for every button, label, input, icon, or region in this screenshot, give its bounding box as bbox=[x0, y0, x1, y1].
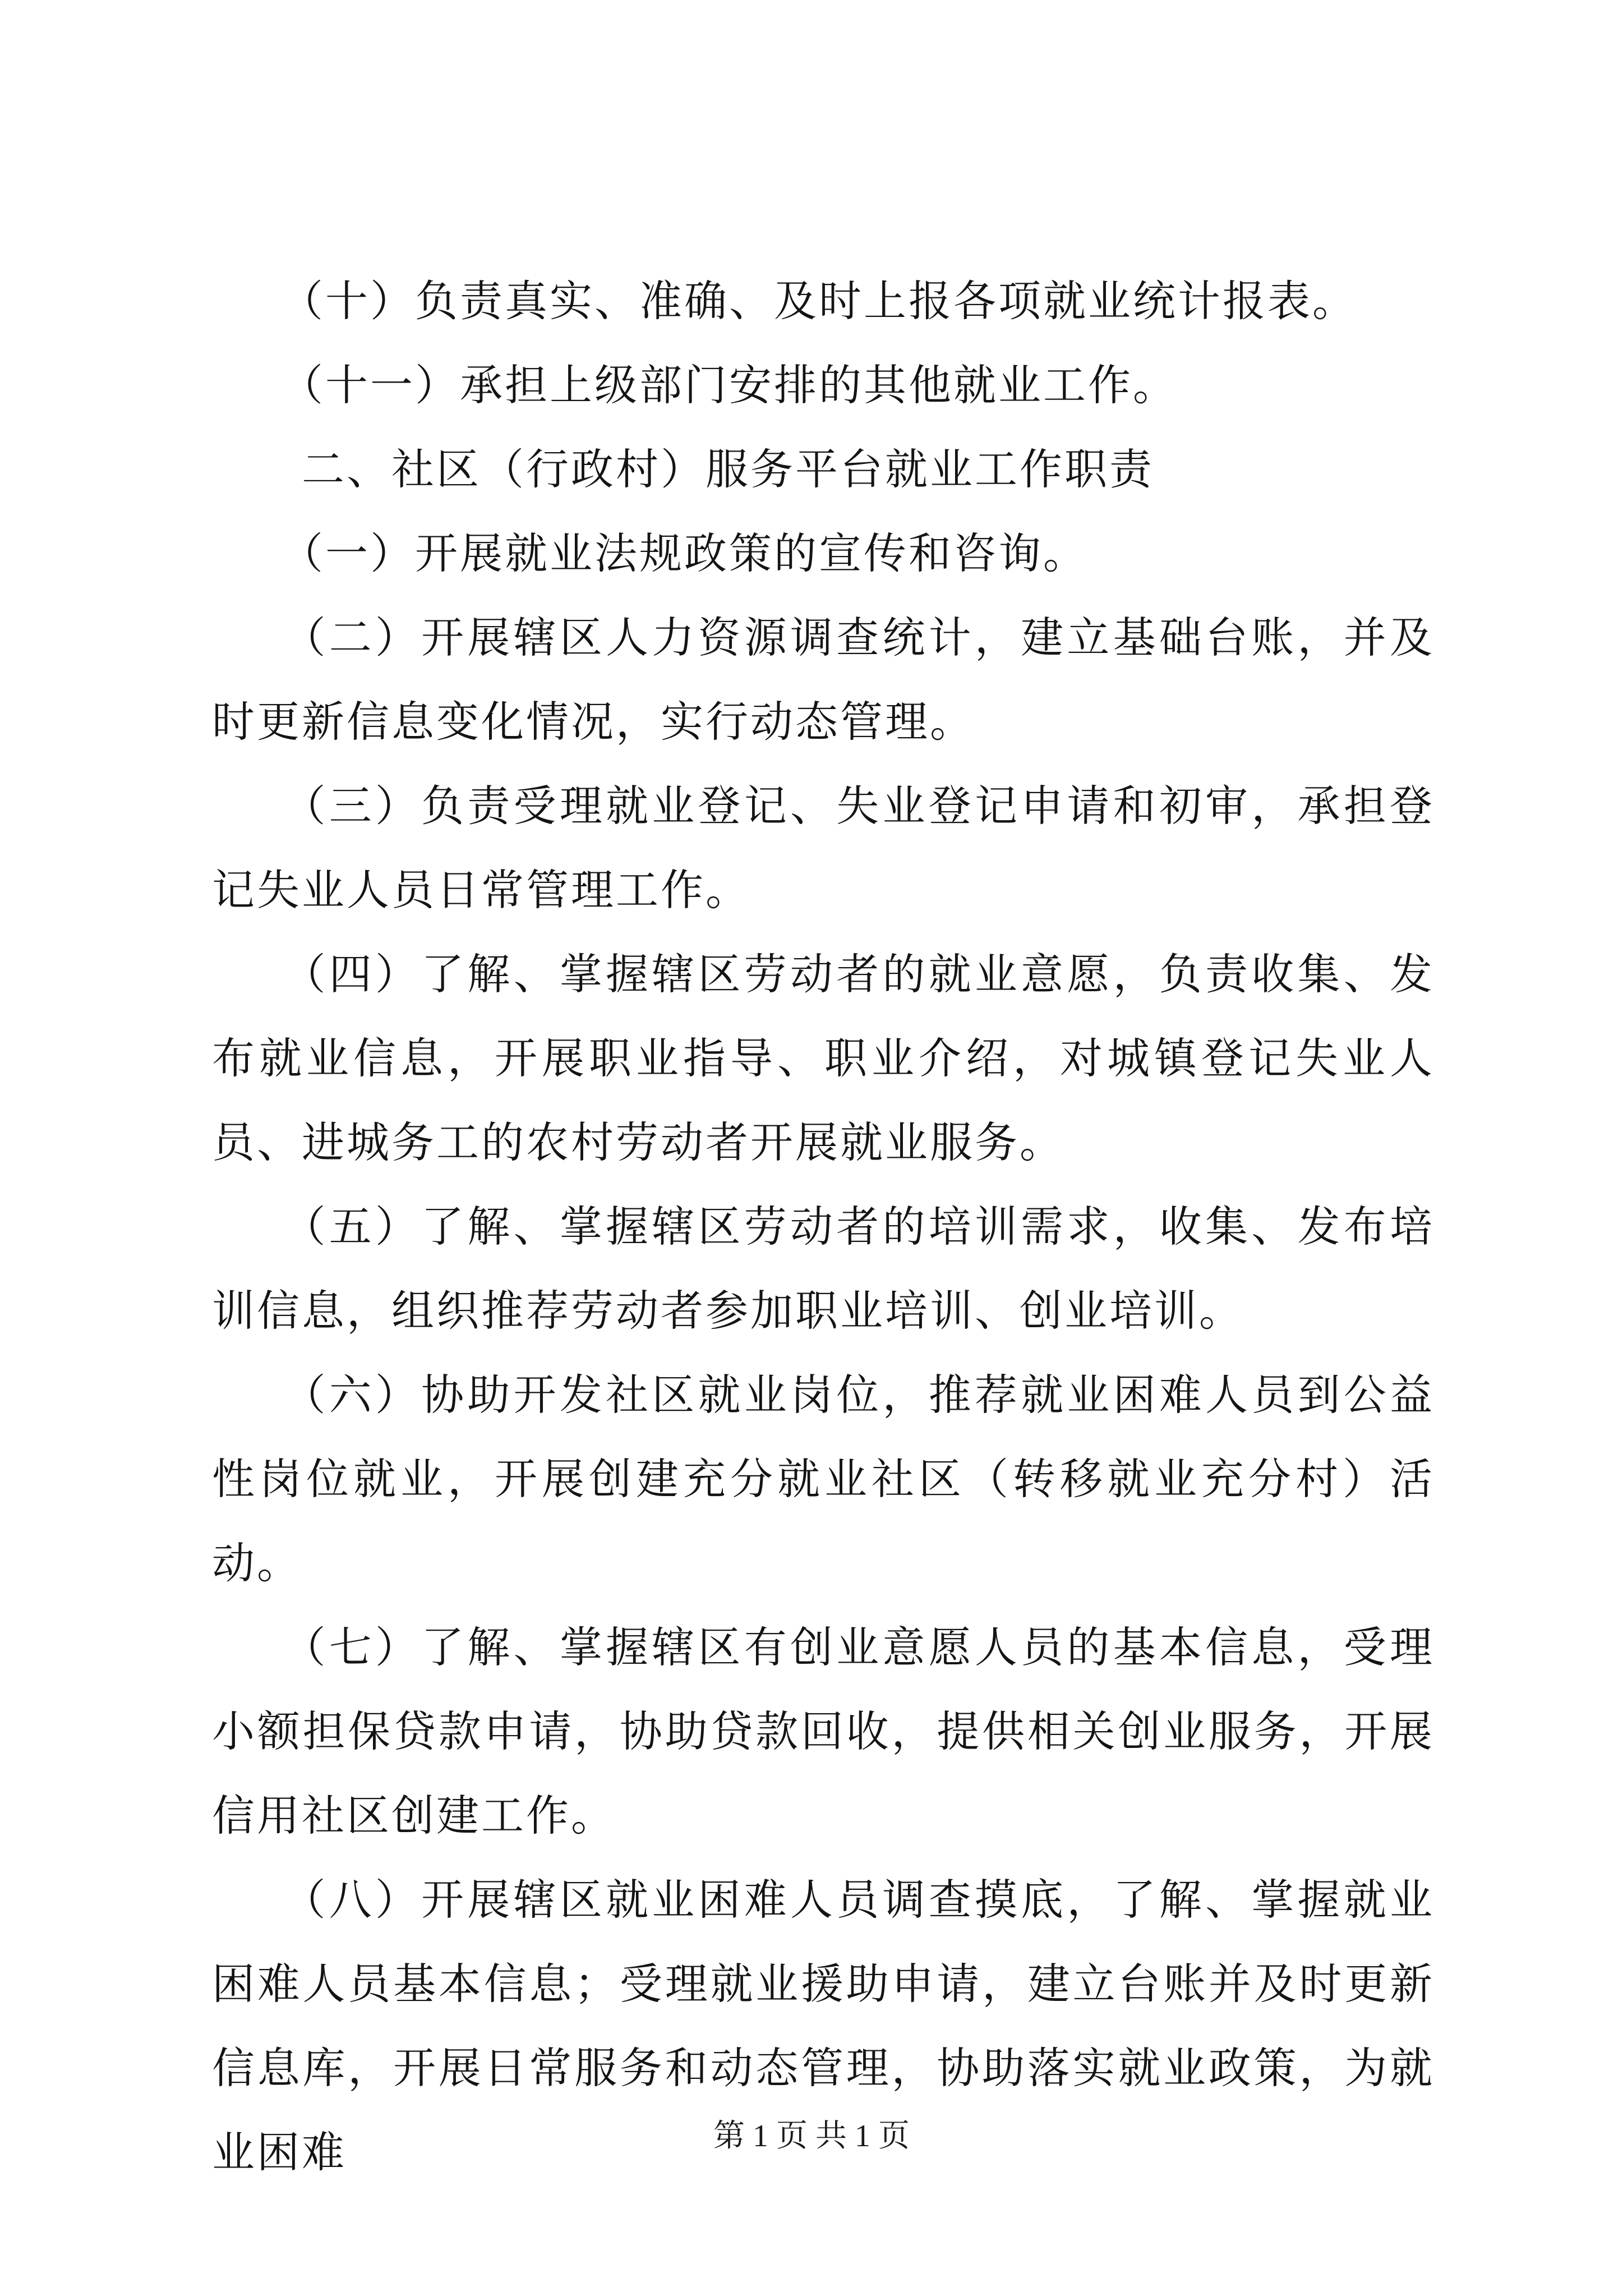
paragraph-duty-1: （一）开展就业法规政策的宣传和咨询。 bbox=[212, 528, 1088, 578]
paragraph-duty-6: （六）协助开发社区就业岗位，推荐就业困难人员到公益性岗位就业，开展创建充分就业社区（转移就业充分村）活动。 bbox=[212, 1370, 1435, 1588]
paragraph-duty-5: （五）了解、掌握辖区劳动者的培训需求，收集、发布培训信息，组织推荐劳动者参加职业培训、创业培训。 bbox=[212, 1202, 1435, 1336]
paragraph-duty-3: （三）负责受理就业登记、失业登记申请和初审，承担登记失业人员日常管理工作。 bbox=[212, 781, 1435, 915]
paragraph-item-10: （十）负责真实、准确、及时上报各项就业统计报表。 bbox=[212, 276, 1357, 326]
paragraph-duty-2: （二）开展辖区人力资源调查统计，建立基础台账，并及时更新信息变化情况，实行动态管理。 bbox=[212, 613, 1435, 747]
paragraph-duty-8: （八）开展辖区就业困难人员调查摸底，了解、掌握就业困难人员基本信息；受理就业援助申请，建立台账并及时更新信息库，开展日常服务和动态管理，协助落实就业政策，为就业困难 bbox=[212, 1875, 1435, 2177]
paragraph-item-11: （十一）承担上级部门安排的其他就业工作。 bbox=[212, 360, 1178, 410]
document-body bbox=[212, 259, 1435, 2194]
paragraph-duty-4: （四）了解、掌握辖区劳动者的就业意愿，负责收集、发布就业信息，开展职业指导、职业介绍，对城镇登记失业人员、进城务工的农村劳动者开展就业服务。 bbox=[212, 949, 1435, 1167]
page-footer: 第 1 页 共 1 页 bbox=[713, 2119, 910, 2154]
section-heading: 二、社区（行政村）服务平台就业工作职责 bbox=[212, 444, 1154, 494]
paragraph-duty-7: （七）了解、掌握辖区有创业意愿人员的基本信息，受理小额担保贷款申请，协助贷款回收，提供相关创业服务，开展信用社区创建工作。 bbox=[212, 1622, 1435, 1841]
